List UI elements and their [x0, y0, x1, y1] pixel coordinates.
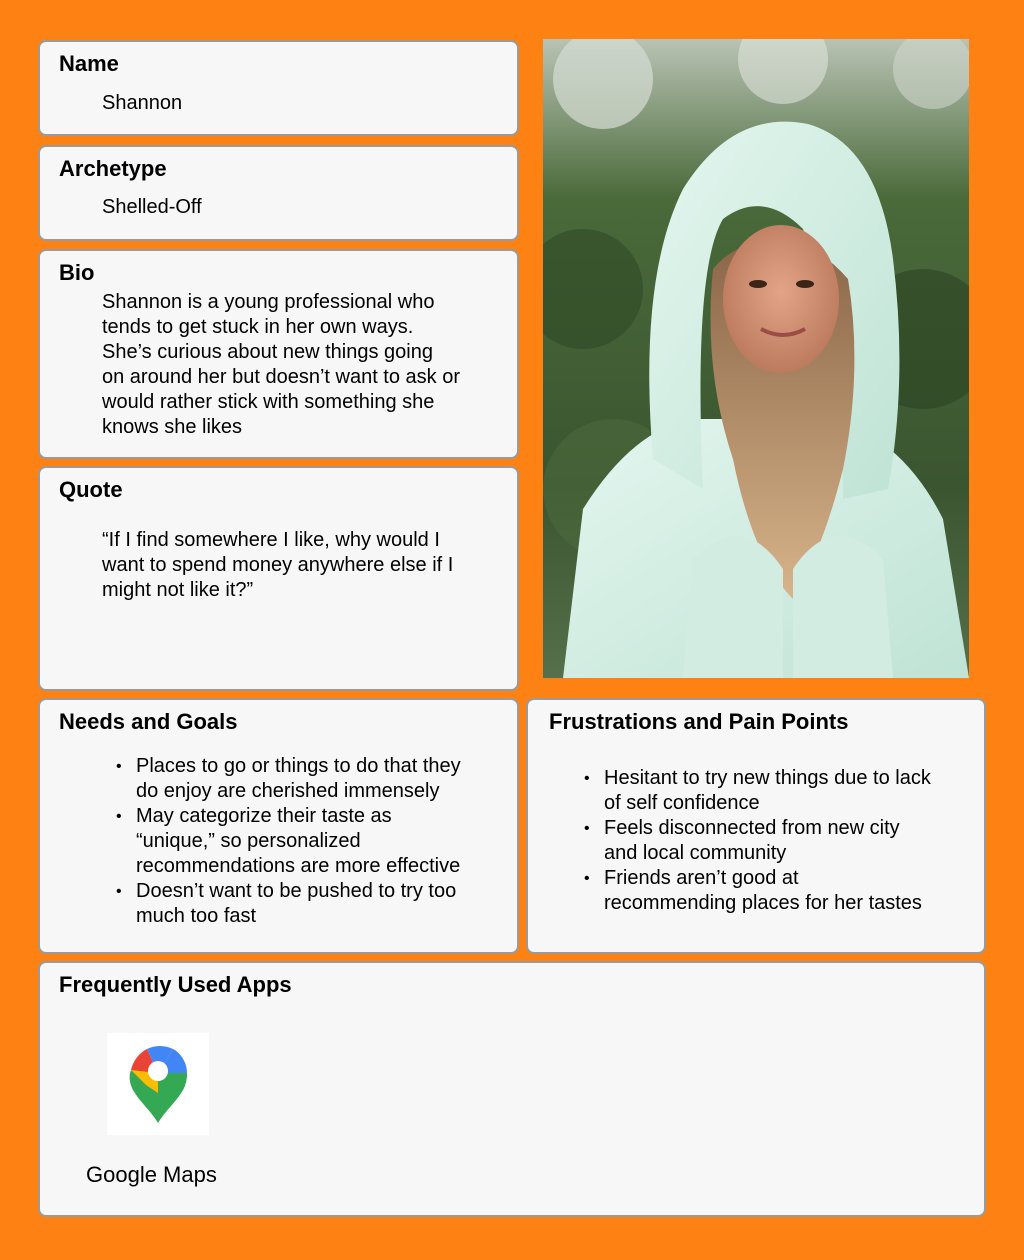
apps-card [38, 961, 986, 1217]
name-card [38, 40, 519, 136]
quote-text: “If I find somewhere I like, why would I want to spend money anywhere else if I might not like it?” [102, 529, 454, 601]
bio-text: Shannon is a young professional who tends to get stuck in her own ways. She’s curious about new things going on around her but doesn’t want to ask or would rather stick with something she knows she likes [102, 291, 461, 438]
list-item: • May categorize their taste as “unique,” so personalized recommendations are more effective [116, 804, 461, 879]
bio-heading: Bio [59, 260, 95, 285]
archetype-value: Shelled-Off [102, 196, 202, 218]
list-item: • Friends aren’t good at recommending places for her tastes [584, 866, 931, 916]
google-maps-icon[interactable] [107, 1033, 209, 1135]
persona-photo [543, 39, 969, 678]
name-heading: Name [59, 51, 119, 76]
frustrations-list [584, 766, 931, 916]
needs-goals-list [116, 754, 461, 929]
name-value: Shannon [102, 92, 183, 114]
list-item: • Doesn’t want to be pushed to try too much too fast [116, 879, 461, 929]
archetype-heading: Archetype [59, 156, 167, 181]
bio-card [38, 249, 519, 459]
apps-heading: Frequently Used Apps [59, 972, 292, 997]
archetype-card [38, 145, 519, 241]
list-item: • Places to go or things to do that they do enjoy are cherished immensely [116, 754, 461, 804]
needs-goals-card [38, 698, 519, 954]
list-item: • Feels disconnected from new city and local community [584, 816, 931, 866]
frustrations-heading: Frustrations and Pain Points [549, 709, 849, 734]
frustrations-card [526, 698, 986, 954]
app-label-google-maps: Google Maps [86, 1162, 217, 1187]
list-item: • Hesitant to try new things due to lack of self confidence [584, 766, 931, 816]
quote-card [38, 466, 519, 691]
needs-goals-heading: Needs and Goals [59, 709, 238, 734]
quote-heading: Quote [59, 477, 123, 502]
